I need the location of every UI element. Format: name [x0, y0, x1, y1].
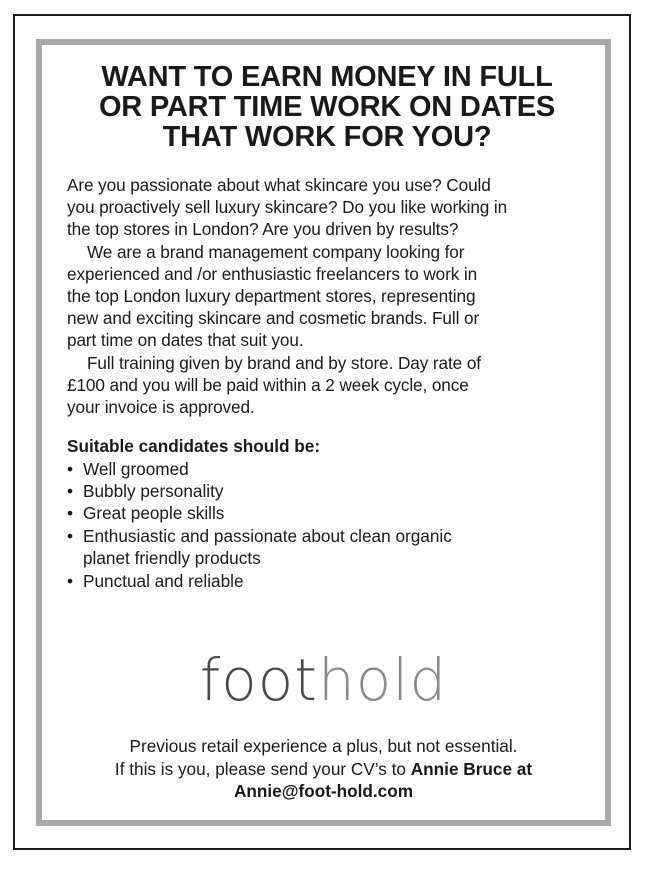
list-item-text: Well groomed	[83, 458, 189, 479]
candidates-list	[67, 458, 587, 592]
text-line: Full training given by brand and by store. Day rate of	[87, 352, 481, 373]
footer-line: Previous retail experience a plus, but not essential.	[129, 736, 518, 756]
text-line: the top London luxury department stores, representing	[67, 286, 476, 307]
footer-line: If this is you, please send your CV’s to	[114, 758, 411, 779]
text-line: you proactively sell luxury skincare? Do you like working in	[67, 197, 508, 218]
list-item-text: planet friendly products	[83, 548, 261, 569]
bullet-icon: •	[67, 570, 74, 591]
list-item-text: Enthusiastic and passionate about clean organic	[83, 525, 452, 546]
list-item-text: Bubbly personality	[83, 481, 224, 502]
list-item	[67, 480, 587, 502]
bullet-icon: •	[67, 503, 74, 524]
text-line: new and exciting skincare and cosmetic brands. Full or	[67, 308, 480, 329]
text-line: experienced and /or enthusiastic freelancers to work in	[67, 263, 478, 284]
logo-part-hold: hold	[317, 646, 448, 714]
foothold-logo	[36, 648, 611, 712]
text-line: your invoice is approved.	[67, 397, 255, 418]
bullet-icon: •	[67, 481, 74, 502]
list-item	[67, 525, 587, 570]
text-line: part time on dates that suit you.	[67, 330, 304, 351]
text-line: the top stores in London? Are you driven by results?	[67, 219, 459, 240]
contact-email: Annie@foot-hold.com	[233, 781, 414, 802]
list-item-text: Great people skills	[83, 503, 225, 524]
bullet-icon: •	[67, 458, 74, 479]
contact-name: Annie Bruce at	[410, 758, 533, 779]
training-paragraph	[67, 352, 587, 419]
list-item	[67, 502, 587, 524]
text-line: Are you passionate about what skincare you use? Could	[67, 175, 491, 195]
candidates-heading: Suitable candidates should be:	[67, 436, 321, 457]
text-line: We are a brand management company looking for	[87, 241, 465, 262]
headline	[67, 62, 587, 152]
logo-part-foot: foot	[199, 646, 318, 714]
headline-line: OR PART TIME WORK ON DATES	[98, 91, 556, 123]
company-paragraph	[67, 241, 587, 352]
text-line: £100 and you will be paid within a 2 week cycle, once	[67, 374, 469, 395]
list-item-text: Punctual and reliable	[83, 570, 244, 591]
ad-content	[67, 62, 587, 592]
bullet-icon: •	[67, 525, 74, 546]
list-item	[67, 458, 587, 480]
list-item	[67, 570, 587, 592]
headline-line: THAT WORK FOR YOU?	[162, 121, 492, 153]
intro-paragraph	[67, 174, 587, 241]
footer-contact	[36, 735, 611, 803]
headline-line: WANT TO EARN MONEY IN FULL	[101, 61, 553, 93]
